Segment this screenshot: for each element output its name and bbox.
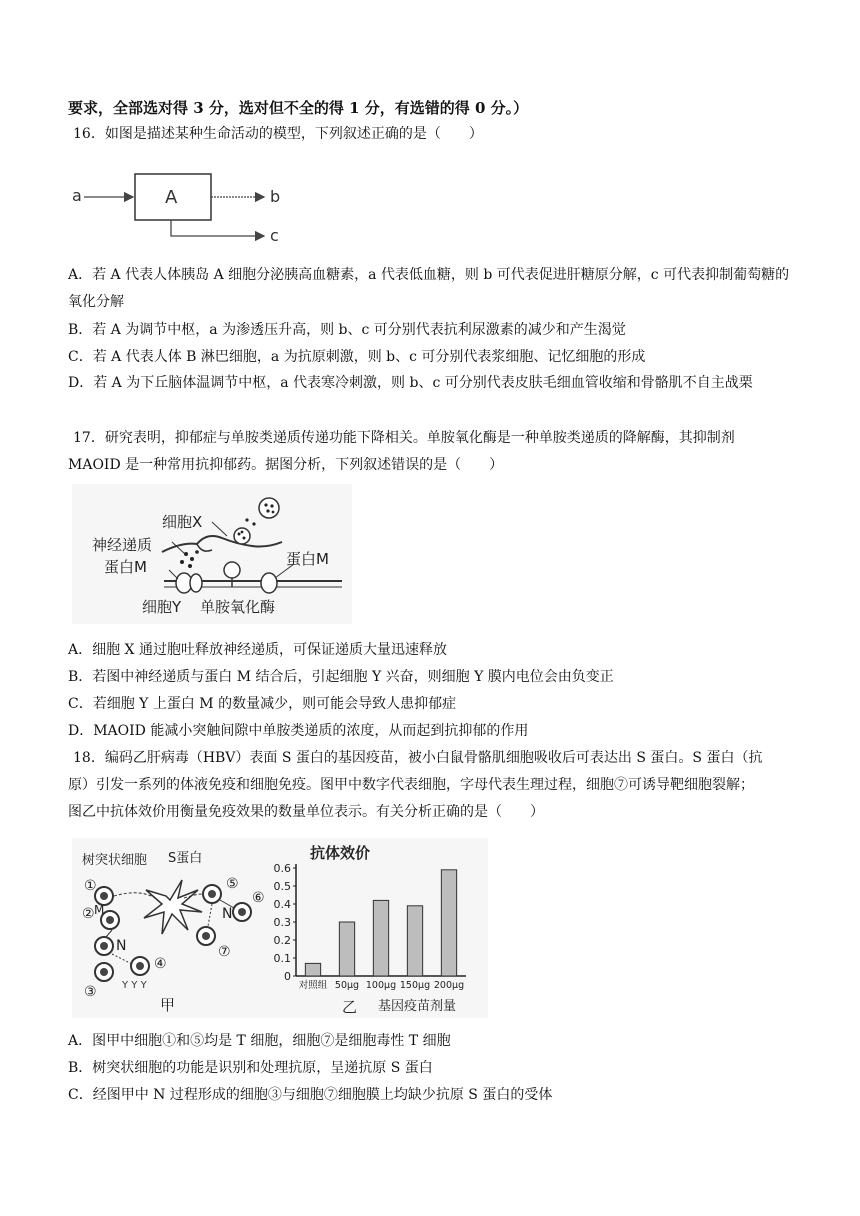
q18-caption-jia: 甲 — [160, 996, 176, 1014]
q18-stem-line3: 图乙中抗体效价用衡量免疫效果的数量单位表示。有关分析正确的是（ ） — [68, 804, 544, 820]
chart-y-tick-label: 0 — [284, 970, 291, 983]
q16-option-a: A．若 A 代表人体胰岛 A 细胞分泌胰高血糖素，a 代表低血糖，则 b 可代表促进肝糖原分解，c 可代表抑制葡萄糖的氧化分解 — [68, 267, 790, 310]
q18-label-m: M — [94, 903, 105, 917]
chart-bar — [407, 906, 422, 976]
q18-stem-line1: 18．编码乙肝病毒（HBV）表面 S 蛋白的基因疫苗，被小白鼠骨骼肌细胞吸收后可表达出 S 蛋白。S 蛋白（抗 — [73, 750, 763, 766]
q18-cell-6 — [233, 903, 251, 921]
q16-box-label: A — [165, 187, 178, 208]
q17-label-protein-m-left: 蛋白M — [104, 558, 147, 576]
header-note: 要求，全部选对得 3 分，选对但不全的得 1 分，有选错的得 0 分。） — [68, 99, 529, 117]
chart-x-tick-label: 150μg — [399, 980, 431, 991]
q18-option-a: A．图甲中细胞①和⑤均是 T 细胞，细胞⑦是细胞毒性 T 细胞 — [68, 1033, 451, 1049]
q18-label-4: ④ — [154, 956, 167, 972]
q17-option-a: A．细胞 X 通过胞吐释放神经递质，可保证递质大量迅速释放 — [68, 642, 447, 658]
q18-label-n2: N — [222, 906, 233, 922]
q17-label-cell-y: 细胞Y — [142, 598, 182, 616]
q18-stem-line2: 原）引发一系列的体液免疫和细胞免疫。图甲中数字代表细胞，字母代表生理过程，细胞⑦可诱导靶细胞裂解； — [68, 777, 754, 793]
chart-y-tick-label: 0.6 — [273, 862, 291, 875]
chart-bar — [305, 963, 320, 976]
chart-caption: 乙 — [342, 998, 358, 1016]
q18-chart-yi — [272, 838, 488, 1018]
q16-option-d: D．若 A 为下丘脑体温调节中枢，a 代表寒冷刺激，则 b、c 可分别代表皮肤毛细血管收缩和骨骼肌不自主战栗 — [68, 375, 753, 391]
q18-label-3: ③ — [84, 984, 97, 1000]
chart-bar — [339, 922, 354, 976]
q18-cell-5 — [203, 885, 221, 903]
q17-vesicle — [234, 528, 250, 544]
q18-cell-n1 — [95, 937, 113, 955]
q17-label-protein-m-right: 蛋白M — [286, 550, 329, 568]
q18-label-s-protein: S蛋白 — [168, 851, 203, 866]
q18-figure-jia — [72, 838, 272, 1018]
chart-y-tick-label: 0.4 — [273, 898, 291, 911]
chart-xlabel: 基因疫苗剂量 — [378, 999, 457, 1014]
chart-x-tick-label: 对照组 — [298, 980, 328, 991]
q18-option-c: C．经图甲中 N 过程形成的细胞③与细胞⑦细胞膜上均缺少抗原 S 蛋白的受体 — [68, 1087, 553, 1103]
q18-cell-7 — [197, 927, 215, 945]
q17-label-cell-x: 细胞X — [162, 513, 203, 531]
q16-output-c-label: c — [270, 226, 279, 245]
q16-arrow-c — [171, 220, 264, 236]
svg-text:Y Y Y: Y Y Y — [122, 980, 147, 991]
q16-input-label: a — [72, 186, 82, 205]
chart-x-tick-label: 200μg — [433, 980, 465, 991]
q16-stem: 16．如图是描述某种生命活动的模型，下列叙述正确的是（ ） — [73, 126, 483, 142]
q17-mao-enzyme — [224, 562, 240, 578]
q17-synapse-figure — [72, 484, 352, 624]
q17-option-b: B．若图中神经递质与蛋白 M 结合后，引起细胞 Y 兴奋，则细胞 Y 膜内电位会由负变正 — [68, 669, 614, 685]
q16-flow-diagram — [68, 168, 298, 250]
q17-option-d: D．MAOID 能减小突触间隙中单胺类递质的浓度，从而起到抗抑郁的作用 — [68, 723, 529, 739]
q18-label-1: ① — [84, 878, 97, 894]
chart-x-tick-label: 100μg — [365, 980, 397, 991]
q18-option-b: B．树突状细胞的功能是识别和处理抗原，呈递抗原 S 蛋白 — [68, 1060, 433, 1076]
q17-stem-line2: MAOID 是一种常用抗抑郁药。据图分析，下列叙述错误的是（ ） — [68, 457, 504, 473]
chart-bar — [373, 900, 388, 976]
chart-bar — [441, 870, 456, 976]
q18-label-n1: N — [116, 938, 127, 954]
q16-option-c: C．若 A 代表人体 B 淋巴细胞，a 为抗原刺激，则 b、c 可分别代表浆细胞、记忆细胞的形成 — [68, 349, 646, 365]
q18-label-dendritic: 树突状细胞 — [82, 853, 148, 868]
q17-option-c: C．若细胞 Y 上蛋白 M 的数量减少，则可能会导致人患抑郁症 — [68, 696, 457, 712]
q17-label-mao: 单胺氧化酶 — [200, 598, 276, 616]
q18-label-7: ⑦ — [218, 944, 231, 960]
q16-output-b-label: b — [270, 187, 281, 206]
q17-protein-m-right — [261, 573, 277, 593]
q18-label-6: ⑥ — [252, 890, 265, 906]
q18-label-2: ② — [82, 906, 95, 922]
q16-option-b: B．若 A 为调节中枢，a 为渗透压升高，则 b、c 可分别代表抗利尿激素的减少和产生渴觉 — [68, 322, 626, 338]
chart-y-tick-label: 0.3 — [273, 916, 291, 929]
chart-y-tick-label: 0.1 — [273, 952, 291, 965]
chart-y-tick-label: 0.5 — [273, 880, 291, 893]
chart-x-tick-label: 50μg — [334, 980, 360, 991]
q17-vesicle — [259, 498, 279, 518]
q17-stem-line1: 17．研究表明，抑郁症与单胺类递质传递功能下降相关。单胺氧化酶是一种单胺类递质的降解酶，其抑制剂 — [73, 430, 735, 446]
q18-label-5: ⑤ — [226, 876, 239, 892]
q18-cell-3 — [95, 963, 113, 981]
chart-y-tick-label: 0.2 — [273, 934, 291, 947]
q17-label-transmitter: 神经递质 — [92, 536, 153, 554]
chart-title: 抗体效价 — [310, 844, 371, 862]
q18-cell-4 — [131, 957, 149, 975]
